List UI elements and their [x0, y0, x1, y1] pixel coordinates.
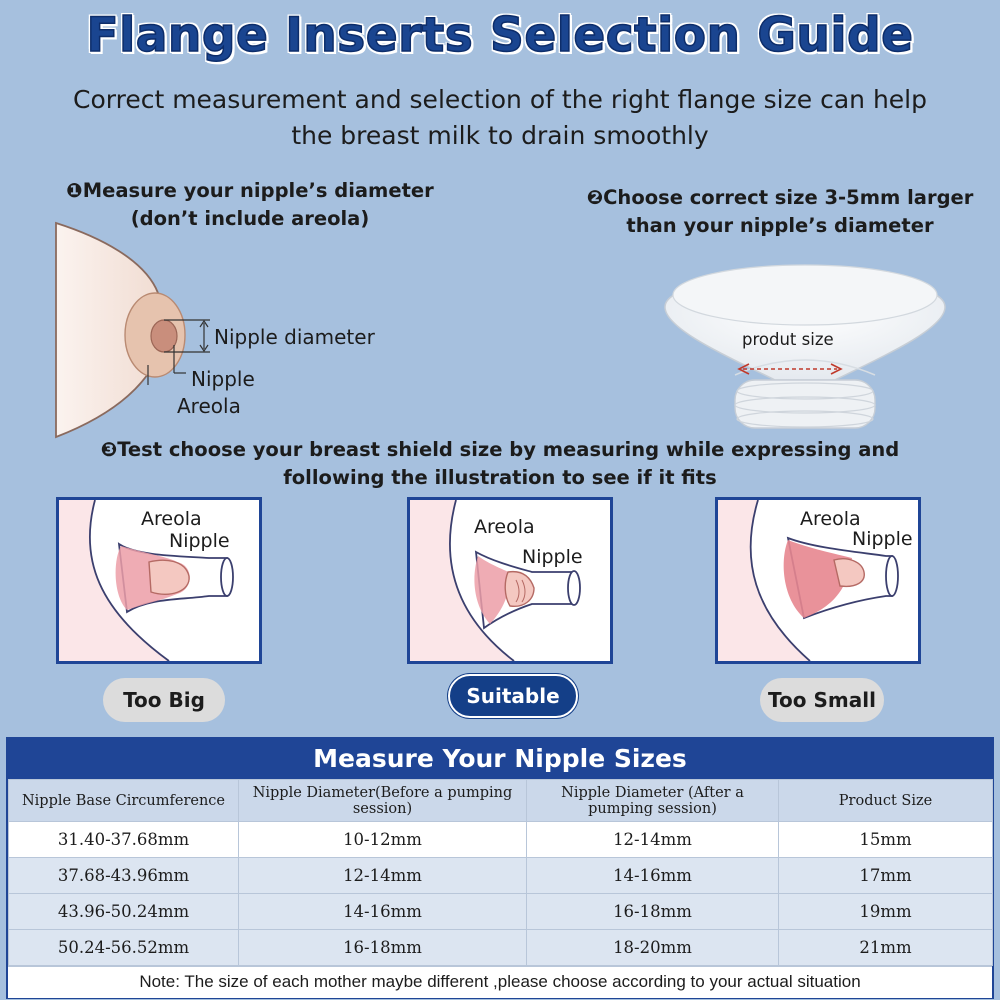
step1-line-1: ❶Measure your nipple’s diameter — [66, 179, 434, 202]
step2-line-1: ❷Choose correct size 3-5mm larger — [586, 186, 974, 209]
size-table — [8, 779, 993, 966]
too-big-nipple-label: Nipple — [169, 530, 230, 552]
too-big-badge: Too Big — [103, 678, 225, 722]
table-cell: 21mm — [779, 930, 993, 966]
table-row — [9, 858, 993, 894]
fit-panel-too-small — [715, 497, 921, 664]
product-size-label: produt size — [742, 330, 834, 349]
step2-heading — [560, 184, 1000, 240]
too-small-nipple-label: Nipple — [852, 528, 913, 550]
table-cell: 31.40-37.68mm — [9, 822, 239, 858]
table-cell: 10-12mm — [239, 822, 527, 858]
table-cell: 50.24-56.52mm — [9, 930, 239, 966]
step3-heading — [0, 436, 1000, 492]
table-header-row — [9, 780, 993, 822]
table-cell: 18-20mm — [527, 930, 779, 966]
table-cell: 14-16mm — [239, 894, 527, 930]
nipple-shape — [151, 320, 177, 352]
suitable-areola-label: Areola — [474, 516, 535, 538]
too-big-areola-label: Areola — [141, 508, 202, 530]
too-small-badge: Too Small — [760, 678, 884, 722]
table-cell: 12-14mm — [527, 822, 779, 858]
areola-label: Areola — [177, 394, 241, 418]
table-cell: 19mm — [779, 894, 993, 930]
fit-panel-too-big — [56, 497, 262, 664]
page-title: Flange Inserts Selection Guide — [86, 8, 914, 63]
table-cell: 16-18mm — [527, 894, 779, 930]
table-cell: 12-14mm — [239, 858, 527, 894]
column-header: Nipple Base Circumference — [9, 780, 239, 822]
suitable-nipple-label: Nipple — [522, 546, 583, 568]
suitable-badge: Suitable — [448, 674, 578, 718]
table-row — [9, 822, 993, 858]
table-cell: 15mm — [779, 822, 993, 858]
step3-line-2: following the illustration to see if it fits — [283, 466, 717, 489]
nipple-label: Nipple — [191, 367, 255, 391]
subtitle — [0, 82, 1000, 154]
subtitle-line-1: Correct measurement and selection of the right flange size can help — [73, 85, 927, 114]
subtitle-line-2: the breast milk to drain smoothly — [291, 121, 709, 150]
step1-line-2: (don’t include areola) — [130, 207, 370, 230]
table-heading: Measure Your Nipple Sizes — [8, 739, 992, 779]
table-cell: 14-16mm — [527, 858, 779, 894]
fit-panel-suitable — [407, 497, 613, 664]
table-row — [9, 894, 993, 930]
step2-line-2: than your nipple’s diameter — [626, 214, 934, 237]
table-cell: 37.68-43.96mm — [9, 858, 239, 894]
step3-line-1: ❸Test choose your breast shield size by measuring while expressing and — [100, 438, 900, 461]
table-cell: 16-18mm — [239, 930, 527, 966]
table-cell: 43.96-50.24mm — [9, 894, 239, 930]
table-cell: 17mm — [779, 858, 993, 894]
table-note: Note: The size of each mother maybe different ,please choose according to your actual situation — [8, 966, 992, 998]
nipple-size-table — [6, 737, 994, 999]
column-header: Nipple Diameter (After a pumping session) — [527, 780, 779, 822]
too-small-areola-label: Areola — [800, 508, 861, 530]
column-header: Product Size — [779, 780, 993, 822]
column-header: Nipple Diameter(Before a pumping session) — [239, 780, 527, 822]
table-row — [9, 930, 993, 966]
nipple-diameter-label: Nipple diameter — [214, 325, 375, 349]
